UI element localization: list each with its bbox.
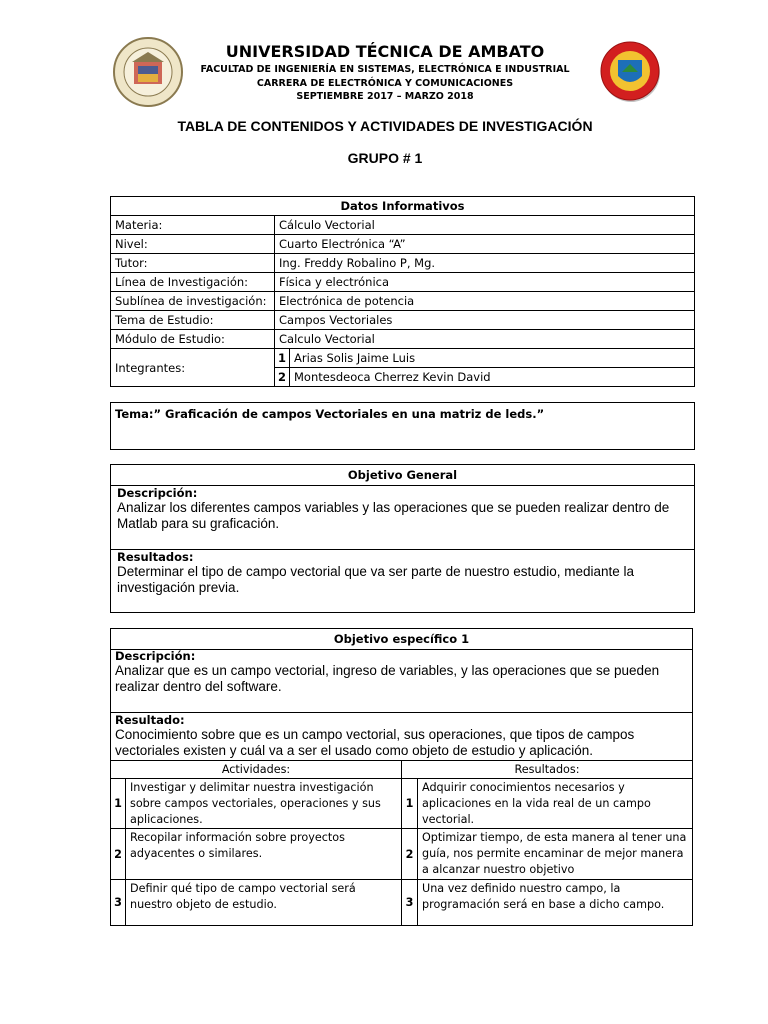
member-number: 1 <box>275 349 290 368</box>
results-header: Resultados: <box>402 761 693 779</box>
member-name: Montesdeoca Cherrez Kevin David <box>290 368 695 387</box>
info-label: Línea de Investigación: <box>111 273 275 292</box>
activities-table <box>110 760 693 926</box>
activity-text: Recopilar información sobre proyectos adyacentes o similares. <box>126 829 402 880</box>
university-seal-right <box>598 38 664 104</box>
general-res-text: Determinar el tipo de campo vectorial que va ser parte de nuestro estudio, mediante la investigación previa. <box>117 564 635 595</box>
info-label: Tema de Estudio: <box>111 311 275 330</box>
activity-text: Investigar y delimitar nuestra investigación sobre campos vectoriales, operaciones y sus aplicaciones. <box>126 779 402 829</box>
activity-number: 3 <box>111 880 126 926</box>
university-seal-left <box>112 36 184 108</box>
info-value: Campos Vectoriales <box>275 311 695 330</box>
activity-number: 2 <box>111 829 126 880</box>
general-objective-box <box>110 464 695 613</box>
specific-objective-box <box>110 628 693 761</box>
specific-desc-text: Analizar que es un campo vectorial, ingreso de variables, y las operaciones que se pueden realizar dentro del software. <box>115 663 660 694</box>
info-table <box>110 196 695 387</box>
info-label: Nivel: <box>111 235 275 254</box>
general-res-label: Resultados: <box>117 550 194 564</box>
specific-res-text: Conocimiento sobre que es un campo vectorial, sus operaciones, que tipos de campos vectoriales existen y cuál va a ser el usado como objeto de estudio y aplicación. <box>115 727 635 758</box>
info-label: Materia: <box>111 216 275 235</box>
member-name: Arias Solis Jaime Luis <box>290 349 695 368</box>
members-label: Integrantes: <box>111 349 275 387</box>
info-value: Ing. Freddy Robalino P, Mg. <box>275 254 695 273</box>
info-value: Electrónica de potencia <box>275 292 695 311</box>
result-number: 2 <box>402 829 418 880</box>
info-value: Calculo Vectorial <box>275 330 695 349</box>
university-name: UNIVERSIDAD TÉCNICA DE AMBATO <box>225 42 545 61</box>
result-text: Optimizar tiempo, de esta manera al tener una guía, nos permite encaminar de mejor manera a alcanzar nuestro objetivo <box>418 829 693 880</box>
info-value: Física y electrónica <box>275 273 695 292</box>
tema-box <box>110 402 695 450</box>
info-title: Datos Informativos <box>111 197 695 216</box>
general-desc-text: Analizar los diferentes campos variables y las operaciones que se pueden realizar dentro de Matlab para su graficación. <box>117 500 670 531</box>
info-label: Módulo de Estudio: <box>111 330 275 349</box>
specific-res-label: Resultado: <box>115 713 185 727</box>
info-label: Sublínea de investigación: <box>111 292 275 311</box>
info-value: Cálculo Vectorial <box>275 216 695 235</box>
document-title: TABLA DE CONTENIDOS Y ACTIVIDADES DE INVESTIGACIÓN <box>177 118 593 134</box>
period: SEPTIEMBRE 2017 – MARZO 2018 <box>296 91 474 102</box>
general-desc-label: Descripción: <box>117 486 198 500</box>
general-objective-title: Objetivo General <box>111 465 694 486</box>
info-label: Tutor: <box>111 254 275 273</box>
activity-text: Definir qué tipo de campo vectorial será nuestro objeto de estudio. <box>126 880 402 926</box>
career-name: CARRERA DE ELECTRÓNICA Y COMUNICACIONES <box>256 78 514 89</box>
result-text: Una vez definido nuestro campo, la programación será en base a dicho campo. <box>418 880 693 926</box>
activity-number: 1 <box>111 779 126 829</box>
result-text: Adquirir conocimientos necesarios y aplicaciones en la vida real de un campo vectorial. <box>418 779 693 829</box>
result-number: 3 <box>402 880 418 926</box>
specific-objective-title: Objetivo específico 1 <box>111 629 692 650</box>
member-number: 2 <box>275 368 290 387</box>
faculty-name: FACULTAD DE INGENIERÍA EN SISTEMAS, ELECTRÓNICA E INDUSTRIAL <box>200 64 570 75</box>
specific-desc-label: Descripción: <box>115 649 196 663</box>
tema-text: Tema:” Graficación de campos Vectoriales en una matriz de leds.” <box>115 407 545 421</box>
activities-header: Actividades: <box>111 761 402 779</box>
result-number: 1 <box>402 779 418 829</box>
info-value: Cuarto Electrónica “A” <box>275 235 695 254</box>
group-title: GRUPO # 1 <box>347 150 423 166</box>
